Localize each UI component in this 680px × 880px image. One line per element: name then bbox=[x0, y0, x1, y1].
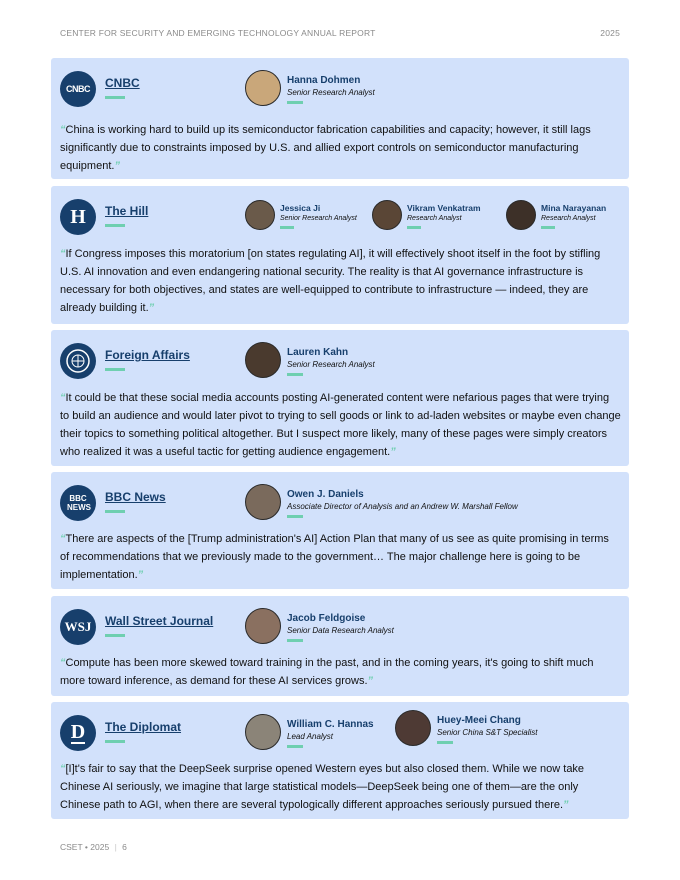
close-quote-mark: ” bbox=[563, 799, 569, 811]
outlet-link-the-diplomat[interactable]: The Diplomat bbox=[105, 720, 182, 734]
open-quote-mark: “ bbox=[60, 124, 66, 136]
analyst-name: Mina Narayanan bbox=[541, 203, 607, 213]
analyst-role: Associate Director of Analysis and an Andrew W. Marshall Fellow bbox=[287, 502, 518, 511]
analyst-name: Hanna Dohmen bbox=[287, 75, 361, 86]
quote-text: “If Congress imposes this moratorium [on states regulating AI], it will effectively shoot itself in the foot by stifling U.S. AI innovation and even endangering national security. The reality is that AI governance infrastructure is necessary for both objectives, and states are well-equipped to contribute to infrastructure — indeed, they are already building it.” bbox=[60, 248, 601, 314]
quote-text: “Compute has been more skewed toward training in the past, and in the coming years, it's going to shift much more toward inference, as demand for these AI services grows.” bbox=[60, 657, 594, 687]
report-title: CENTER FOR SECURITY AND EMERGING TECHNOLOGY ANNUAL REPORT bbox=[60, 28, 376, 38]
open-quote-mark: “ bbox=[60, 657, 66, 669]
avatar bbox=[245, 200, 275, 230]
footer-dot: • bbox=[84, 842, 88, 852]
outlet-link-wall-street-journal[interactable]: Wall Street Journal bbox=[105, 614, 214, 628]
accent-bar bbox=[105, 740, 125, 743]
analyst-name: Vikram Venkatram bbox=[407, 203, 481, 213]
avatar bbox=[245, 70, 281, 106]
analyst-role: Research Analyst bbox=[541, 215, 596, 222]
close-quote-mark: ” bbox=[137, 569, 144, 581]
open-quote-mark: “ bbox=[60, 392, 66, 404]
analyst-role: Senior China S&T Specialist bbox=[437, 728, 538, 737]
footer-separator: | bbox=[114, 842, 117, 852]
quote-text: “China is working hard to build up its semiconductor fabrication capabilities and capacity; however, it still lags significantly due to constraints imposed by U.S. and allied export controls on semiconductor manufacturing equipment.” bbox=[60, 124, 591, 172]
media-quote-card-foreign-affairs bbox=[51, 330, 629, 466]
quote-text: “[I]t's fair to say that the DeepSeek surprise opened Western eyes but also closed them. While we now take Chinese AI seriously, we imagine that large statistical models—DeepSeek being one of them—are the only Chinese path to AGI, when there are several typologically different approaches seriously pursued there.” bbox=[60, 763, 585, 811]
close-quote-mark: ” bbox=[390, 446, 396, 458]
outlet-link-the-hill[interactable]: The Hill bbox=[105, 204, 149, 218]
analyst-role: Lead Analyst bbox=[287, 732, 333, 741]
bbc-news-logo: BBC NEWS bbox=[60, 485, 96, 521]
media-quote-card-the-hill bbox=[51, 186, 629, 324]
accent-bar bbox=[287, 101, 303, 104]
avatar bbox=[245, 608, 281, 644]
accent-bar bbox=[280, 226, 294, 229]
accent-bar bbox=[105, 96, 125, 99]
page-number: 6 bbox=[122, 842, 127, 852]
outlet-link-bbc-news[interactable]: BBC News bbox=[105, 490, 166, 504]
analyst-name: William C. Hannas bbox=[287, 719, 374, 730]
the-hill-logo: H bbox=[60, 199, 96, 235]
analyst-role: Senior Research Analyst bbox=[280, 215, 357, 222]
media-quote-card-wall-street-journal bbox=[51, 596, 629, 696]
analyst-name: Owen J. Daniels bbox=[287, 489, 364, 500]
avatar bbox=[245, 484, 281, 520]
media-quote-card-cnbc bbox=[51, 58, 629, 179]
analyst-role: Senior Research Analyst bbox=[287, 88, 375, 97]
outlet-link-foreign-affairs[interactable]: Foreign Affairs bbox=[105, 348, 190, 362]
accent-bar bbox=[407, 226, 421, 229]
analyst-name: Huey-Meei Chang bbox=[437, 715, 521, 726]
report-year: 2025 bbox=[600, 28, 620, 38]
accent-bar bbox=[287, 515, 303, 518]
media-quote-card-bbc-news bbox=[51, 472, 629, 589]
open-quote-mark: “ bbox=[60, 248, 66, 260]
accent-bar bbox=[105, 510, 125, 513]
accent-bar bbox=[541, 226, 555, 229]
media-quote-card-the-diplomat bbox=[51, 702, 629, 819]
analyst-role: Senior Research Analyst bbox=[287, 360, 375, 369]
quote-text: “It could be that these social media accounts posting AI-generated content were nefarious pages that were trying to build an audience and would later pivot to trying to sell goods or link to ad-laden websites or maybe even change their topics to something political altogether. But I suspect more likely, many of these pages were simply creators who realized it was a useful tactic for getting audience engagement.” bbox=[60, 392, 621, 458]
analyst-role: Research Analyst bbox=[407, 215, 462, 222]
accent-bar bbox=[105, 634, 125, 637]
accent-bar bbox=[105, 224, 125, 227]
open-quote-mark: “ bbox=[60, 533, 66, 545]
open-quote-mark: “ bbox=[60, 763, 66, 775]
accent-bar bbox=[437, 741, 453, 744]
wsj-logo: WSJ bbox=[60, 609, 96, 645]
footer-org: CSET bbox=[60, 842, 83, 852]
foreign-affairs-logo bbox=[60, 343, 96, 379]
outlet-link-cnbc[interactable]: CNBC bbox=[105, 76, 140, 90]
close-quote-mark: ” bbox=[114, 160, 120, 172]
footer-year: 2025 bbox=[90, 842, 110, 852]
cnbc-logo: CNBC bbox=[60, 71, 96, 107]
close-quote-mark: ” bbox=[148, 302, 155, 314]
analyst-name: Lauren Kahn bbox=[287, 347, 349, 358]
analyst-role: Senior Data Research Analyst bbox=[287, 626, 394, 635]
accent-bar bbox=[105, 368, 125, 371]
avatar bbox=[245, 714, 281, 750]
analyst-name: Jessica Ji bbox=[280, 203, 321, 213]
accent-bar bbox=[287, 745, 303, 748]
avatar bbox=[372, 200, 402, 230]
avatar bbox=[395, 710, 431, 746]
accent-bar bbox=[287, 639, 303, 642]
analyst-name: Jacob Feldgoise bbox=[287, 613, 366, 624]
avatar bbox=[506, 200, 536, 230]
accent-bar bbox=[287, 373, 303, 376]
the-diplomat-logo: D bbox=[60, 715, 96, 751]
avatar bbox=[245, 342, 281, 378]
page-footer bbox=[60, 842, 127, 852]
close-quote-mark: ” bbox=[367, 675, 374, 687]
quote-text: “There are aspects of the [Trump administration's AI] Action Plan that many of us see as quite promising in terms of recommendations that we previously made to the government… The major challenge here is going to be implementation.” bbox=[60, 533, 609, 581]
running-header bbox=[60, 28, 620, 40]
